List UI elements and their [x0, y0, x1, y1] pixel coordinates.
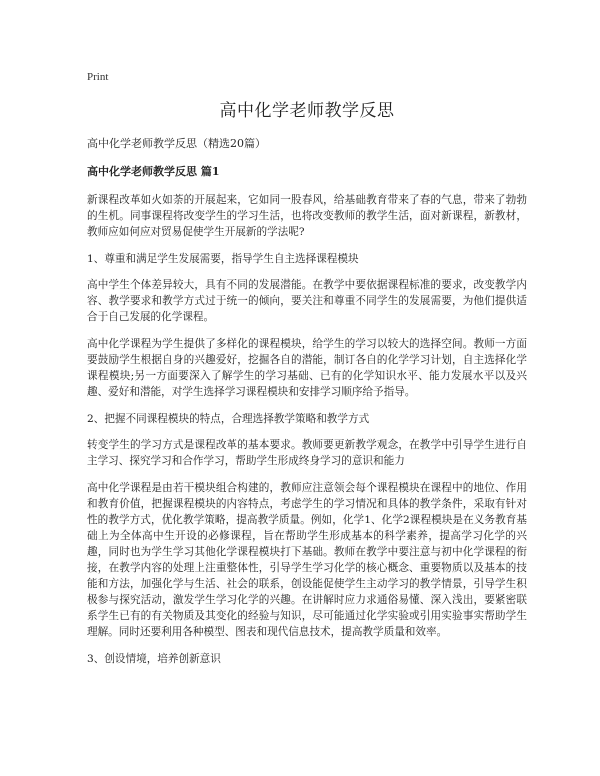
document-page — [87, 70, 527, 677]
paragraph-3: 高中化学课程为学生提供了多样化的课程模块，给学生的学习以较大的选择空间。教师一方面要鼓励学生根据自身的兴趣爱好，挖掘各自的潜能，制订各自的化学学习计划，自主选择化学课程模块;另一方面要深入了解学生的学习基础、已有的化学知识水平、能力发展水平以及兴趣、爱好和潜能，对学生选择学习课程模块和安排学习顺序给予指导。 — [87, 338, 527, 398]
section-heading: 高中化学老师教学反思 篇1 — [87, 165, 220, 178]
paragraph-5: 转变学生的学习方式是课程改革的基本要求。教师要更新教学观念，在教学中引导学生进行自主学习、探究学习和合作学习，帮助学生形成终身学习的意识和能力 — [87, 439, 527, 467]
paragraph-intro: 新课程改革如火如荼的开展起来，它如同一股春风，给基础教育带来了春的气息，带来了勃勃的生机。同事课程将改变学生的学习生活，也将改变教师的教学生活，面对新课程，新教材，教师应如何应对贸易促使学生开展新的学法呢? — [87, 194, 527, 238]
point-heading-1: 1、尊重和满足学生发展需要，指导学生自主选择课程模块 — [87, 253, 359, 265]
print-link[interactable]: Print — [87, 71, 109, 83]
point-heading-2: 2、把握不同课程模块的特点，合理选择教学策略和教学方式 — [87, 413, 370, 425]
paragraph-6: 高中化学课程是由若干模块组合构建的，教师应注意领会每个课程模块在课程中的地位、作用和教育价值，把握课程模块的内容特点，考虑学生的学习情况和具体的教学条件，采取有针对性的教学方式，优化教学策略，提高教学质量。例如，化学1、化学2课程模块是在义务教育基础上为全体高中生开设的必修课程，旨在帮助学生形成基本的科学素养，提高学习化学的兴趣，同时也为学生学习其他化学课程模块打下基础。教师在教学中要注意与初中化学课程的衔接，在教学内容的处理上注重整体性，引导学生学习化学的核心概念、重要物质以及基本的技能和方法，加强化学与生活、社会的联系，创设能促使学生主动学习的教学情景，引导学生积极参与探究活动，激发学生学习化学的兴趣。在讲解时应力求通俗易懂、深入浅出，要紧密联系学生已有的有关物质及其变化的经验与知识，尽可能通过化学实验或引用实验事实帮助学生理解。同时还要利用各种模型、图表和现代信息技术，提高教学质量和效率。 — [87, 482, 527, 638]
point-heading-3: 3、创设情境，培养创新意识 — [87, 653, 221, 665]
document-subtitle: 高中化学老师教学反思（精选20篇） — [87, 137, 266, 150]
page-title: 高中化学老师教学反思 — [219, 101, 395, 121]
paragraph-2: 高中学生个体差异较大，具有不同的发展潜能。在教学中要依据课程标准的要求，改变教学内容、教学要求和教学方式过于统一的倾向，要关注和尊重不同学生的发展需要，为他们提供适合于自己发展的化学课程。 — [87, 279, 527, 323]
